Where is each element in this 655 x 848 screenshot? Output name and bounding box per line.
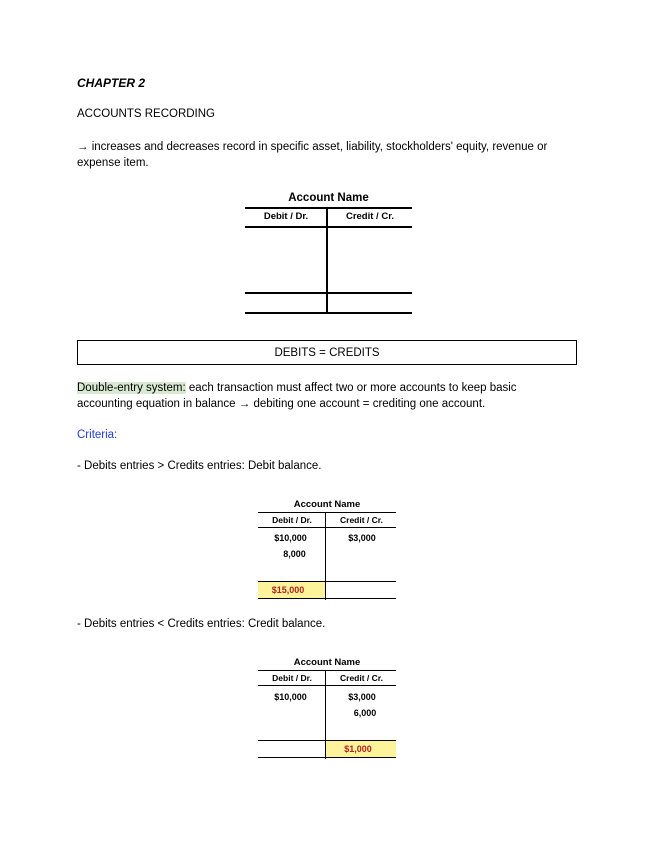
section-heading: ACCOUNTS RECORDING [77, 108, 216, 120]
t-account-header-rule [258, 685, 396, 686]
double-entry-text: each transaction must affect two or more accounts to keep basic accounting equation in balance → debiting one account = crediting one account. [77, 382, 517, 410]
criteria-label: Criteria: [77, 429, 118, 441]
t-account-top-rule [258, 512, 396, 513]
double-entry-term: Double-entry system: [77, 382, 186, 394]
debit-balance-value: $15,000 [271, 585, 305, 595]
credit-balance-value: $1,000 [344, 744, 372, 754]
t-account-bottom-rule [245, 312, 412, 314]
equation-text: DEBITS = CREDITS [274, 346, 380, 359]
debit-header: Debit / Dr. [272, 673, 312, 683]
t-account-top-rule [258, 670, 396, 671]
t-account-bottom-rule [258, 757, 396, 758]
chapter-title: CHAPTER 2 [77, 76, 146, 90]
t-account-title: Account Name [293, 499, 361, 510]
debit-balance-rule: - Debits entries > Credits entries: Debit balance. [77, 460, 322, 472]
t-account-credit-balance [258, 657, 396, 760]
debit-entry: $10,000 [274, 692, 307, 702]
double-entry-paragraph [77, 380, 557, 412]
credit-entry: 6,000 [353, 708, 377, 718]
t-account-title: Account Name [293, 657, 361, 668]
debit-header: Debit / Dr. [263, 211, 309, 222]
credit-header: Credit / Cr. [340, 673, 383, 683]
t-account-debit-balance [258, 499, 396, 601]
t-account-divider [326, 207, 328, 313]
equation-box [77, 340, 577, 365]
t-account-title: Account Name [288, 192, 369, 204]
t-account-header-rule [258, 527, 396, 528]
intro-paragraph: → increases and decreases record in specific asset, liability, stockholders' equity, revenue or expense item. [77, 141, 548, 169]
credit-header: Credit / Cr. [340, 515, 383, 525]
debit-entry: $10,000 [274, 533, 307, 543]
t-account-top-rule [245, 207, 412, 209]
credit-balance-rule: - Debits entries < Credits entries: Credit balance. [77, 618, 326, 630]
credit-entry: $3,000 [348, 533, 376, 543]
debit-entry: 8,000 [283, 549, 306, 559]
credit-header: Credit / Cr. [345, 211, 395, 222]
t-account-bottom-rule [258, 598, 396, 599]
t-account-total-rule [245, 292, 412, 294]
t-account-main [245, 191, 412, 315]
debit-header: Debit / Dr. [272, 515, 312, 525]
t-account-header-rule [245, 226, 412, 228]
credit-entry: $3,000 [348, 692, 376, 702]
